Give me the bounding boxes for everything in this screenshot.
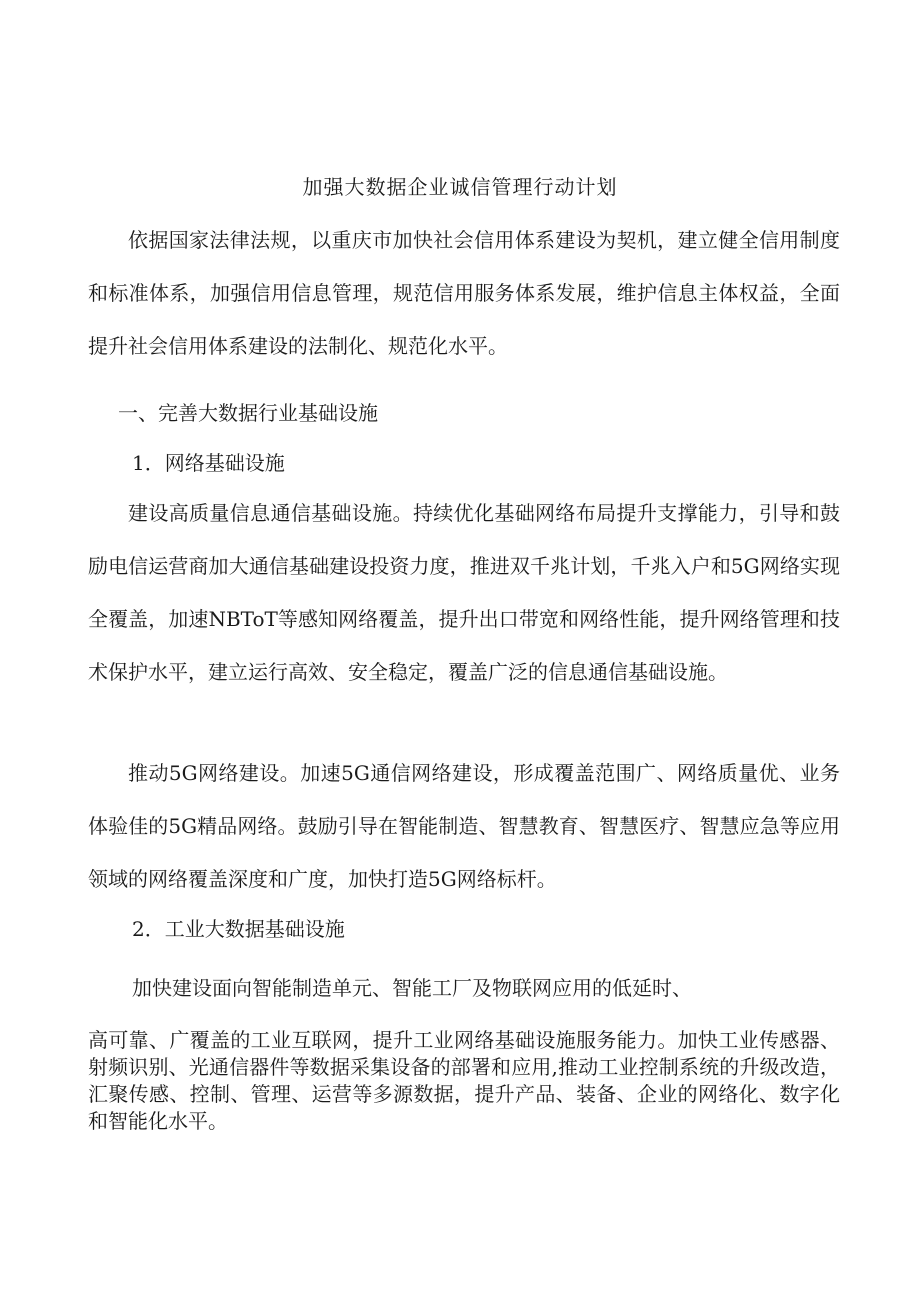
intro-paragraph: 依据国家法律法规，以重庆市加快社会信用体系建设为契机，建立健全信用制度和标准体系，加强信用信息管理，规范信用服务体系发展，维护信息主体权益，全面提升社会信用体系建设的法制化、规范化水平。 <box>88 228 840 358</box>
document-title: 加强大数据企业诚信管理行动计划 <box>302 175 618 199</box>
subsection-1-paragraph-1: 建设高质量信息通信基础设施。持续优化基础网络布局提升支撑能力，引导和鼓励电信运营商加大通信基础建设投资力度，推进双千兆计划，千兆入户和5G网络实现全覆盖，加速NBToT等感知网络覆盖，提升出口带宽和网络性能，提升网络管理和技术保护水平，建立运行高效、安全稳定，覆盖广泛的信息通信基础设施。 <box>88 501 840 684</box>
subsection-1-paragraph-2: 推动5G网络建设。加速5G通信网络建设，形成覆盖范围广、网络质量优、业务体验佳的5G精品网络。鼓励引导在智能制造、智慧教育、智慧医疗、智慧应急等应用领域的网络覆盖深度和广度，加快打造5G网络标杆。 <box>88 761 840 891</box>
subsection-2-paragraph-rest: 高可靠、广覆盖的工业互联网，提升工业网络基础设施服务能力。加快工业传感器、射频识别、光通信器件等数据采集设备的部署和应用,推动工业控制系统的升级改造，汇聚传感、控制、管理、运营等多源数据，提升产品、装备、企业的网络化、数字化和智能化水平。 <box>88 1028 840 1133</box>
subsection-1-heading: 1．网络基础设施 <box>132 451 285 475</box>
subsection-2-paragraph-start: 加快建设面向智能制造单元、智能工厂及物联网应用的低延时、 <box>132 976 692 1000</box>
subsection-2-heading: 2．工业大数据基础设施 <box>132 917 345 941</box>
section-1-heading: 一、完善大数据行业基础设施 <box>118 401 378 425</box>
